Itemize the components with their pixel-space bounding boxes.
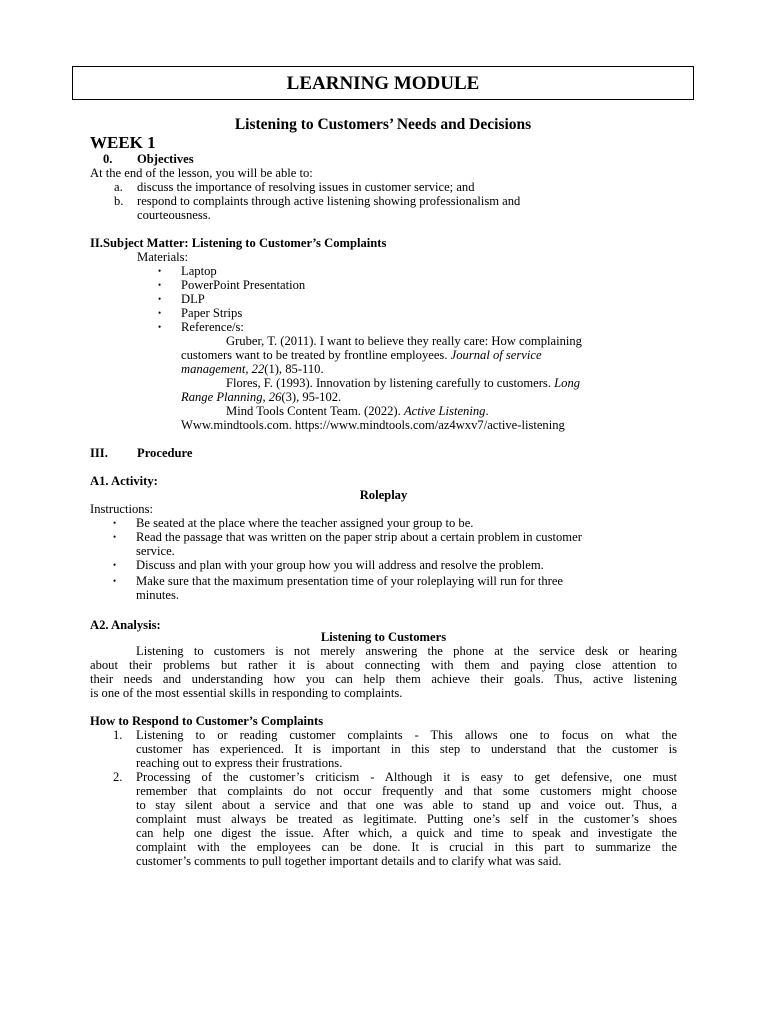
- respond-line: can help one digest the issue. After which, a quick and time to speak and investigate the: [136, 826, 677, 840]
- objective-item-cont: courteousness.: [137, 208, 211, 222]
- reference-line: Www.mindtools.com. https://www.mindtools.com/az4wxv7/active-listening: [181, 418, 565, 432]
- respond-line: complaint must always be treated as legitimate. Putting one’s self in the customer’s shoes: [136, 812, 677, 826]
- lesson-title: Listening to Customers’ Needs and Decisions: [234, 116, 532, 133]
- module-title: LEARNING MODULE: [72, 66, 694, 100]
- respond-line: Processing of the customer’s criticism - Although it is easy to get defensive, one must: [136, 770, 677, 784]
- objective-marker: a.: [114, 180, 123, 194]
- bullet-icon: •: [113, 560, 117, 570]
- objective-item: discuss the importance of resolving issues in customer service; and: [137, 180, 475, 194]
- respond-marker: 1.: [113, 728, 123, 742]
- reference-line: Mind Tools Content Team. (2022). Active Listening.: [226, 404, 489, 418]
- respond-line: remember that complaints do not occur frequently and that some customers might choose: [136, 784, 677, 798]
- instruction-item: [113, 516, 677, 530]
- material-label: DLP: [181, 292, 205, 306]
- objectives-intro: At the end of the lesson, you will be able to:: [90, 166, 313, 180]
- instruction-cont: service.: [136, 544, 175, 558]
- analysis-line: Listening to customers is not merely answering the phone at the service desk or hearing: [136, 644, 677, 658]
- instruction-text: Discuss and plan with your group how you will address and resolve the problem.: [136, 558, 544, 572]
- respond-line: reaching out to express their frustrations.: [136, 756, 343, 770]
- objectives-heading: Objectives: [137, 152, 194, 166]
- material-item: [158, 278, 306, 292]
- procedure-number: III.: [90, 446, 108, 460]
- reference-line: Flores, F. (1993). Innovation by listening carefully to customers. Long: [226, 376, 581, 390]
- materials-label: Materials:: [137, 250, 189, 264]
- activity-heading: A1. Activity:: [90, 474, 158, 488]
- procedure-heading: Procedure: [137, 446, 193, 460]
- material-label: Reference/s:: [181, 320, 244, 334]
- instruction-text: Make sure that the maximum presentation time of your roleplaying will run for three: [136, 574, 564, 588]
- instruction-text: Be seated at the place where the teacher assigned your group to be.: [136, 516, 474, 530]
- analysis-title: Listening to Customers: [320, 630, 447, 644]
- reference-line: management, 22(1), 85-110.: [181, 362, 324, 376]
- instruction-item: [113, 558, 677, 572]
- reference-line: Gruber, T. (2011). I want to believe they really care: How complaining: [226, 334, 582, 348]
- instruction-cont: minutes.: [136, 588, 180, 602]
- analysis-line: is one of the most essential skills in responding to complaints.: [90, 686, 403, 700]
- instruction-item: [113, 530, 677, 544]
- reference-line: Range Planning, 26(3), 95-102.: [181, 390, 342, 404]
- bullet-icon: •: [158, 294, 162, 304]
- material-label: Laptop: [181, 264, 217, 278]
- analysis-heading: A2. Analysis:: [90, 618, 161, 632]
- material-item: [158, 292, 205, 306]
- bullet-icon: •: [113, 532, 117, 542]
- objective-marker: b.: [114, 194, 124, 208]
- analysis-line: about their problems but rather it is about connecting with them and paying close attention to: [90, 658, 677, 672]
- objectives-number: 0.: [103, 152, 113, 166]
- bullet-icon: •: [158, 266, 162, 276]
- bullet-icon: •: [158, 322, 162, 332]
- material-label: PowerPoint Presentation: [181, 278, 306, 292]
- respond-line: customer has experienced. It is important in this step to understand that the customer is: [136, 742, 677, 756]
- activity-title: Roleplay: [359, 488, 408, 502]
- analysis-line: their needs and understanding how you can help them achieve their goals. Thus, active listening: [90, 672, 677, 686]
- respond-marker: 2.: [113, 770, 123, 784]
- respond-line: to stay silent about a service and that one was able to stand up and voice out. Thus, a: [136, 798, 677, 812]
- week-label: WEEK 1: [90, 133, 156, 152]
- objective-item: respond to complaints through active listening showing professionalism and: [137, 194, 521, 208]
- bullet-icon: •: [158, 280, 162, 290]
- material-item: [158, 264, 217, 278]
- reference-line: customers want to be treated by frontline employees. Journal of service: [181, 348, 542, 362]
- bullet-icon: •: [113, 576, 117, 586]
- instructions-label: Instructions:: [90, 502, 153, 516]
- material-item: [158, 320, 244, 334]
- respond-line: complaint with the employees can be done. It is crucial in this part to summarize the: [136, 840, 677, 854]
- respond-heading: How to Respond to Customer’s Complaints: [90, 714, 324, 728]
- bullet-icon: •: [113, 518, 117, 528]
- respond-line: customer’s comments to pull together important details and to clarify what was said.: [136, 854, 562, 868]
- material-item: [158, 306, 243, 320]
- bullet-icon: •: [158, 308, 162, 318]
- respond-line: Listening to or reading customer complaints - This allows one to focus on what the: [136, 728, 677, 742]
- instruction-text: Read the passage that was written on the paper strip about a certain problem in customer: [136, 530, 582, 544]
- instruction-item: [113, 574, 677, 588]
- material-label: Paper Strips: [181, 306, 243, 320]
- subject-heading: II.Subject Matter: Listening to Customer’s Complaints: [90, 236, 387, 250]
